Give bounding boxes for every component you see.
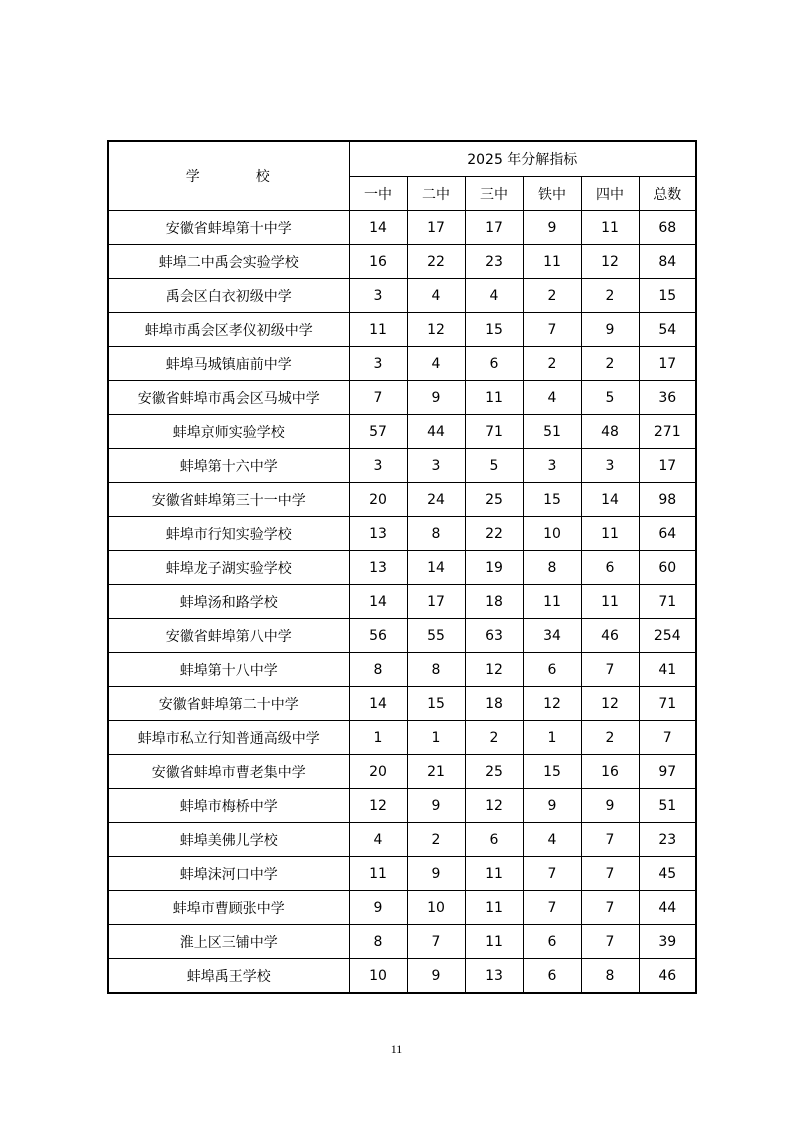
quota-cell: 63 — [465, 619, 523, 653]
quota-cell: 14 — [349, 585, 407, 619]
column-header: 总数 — [639, 177, 696, 211]
quota-cell: 7 — [581, 653, 639, 687]
total-cell: 45 — [639, 857, 696, 891]
school-header-part2: 校 — [255, 169, 272, 185]
header-row-group — [108, 141, 696, 177]
table-row — [108, 313, 696, 347]
school-name-cell: 蚌埠龙子湖实验学校 — [108, 551, 349, 585]
quota-cell: 11 — [465, 381, 523, 415]
quota-cell: 44 — [407, 415, 465, 449]
school-header-part1: 学 — [185, 169, 202, 185]
quota-cell: 7 — [349, 381, 407, 415]
quota-cell: 57 — [349, 415, 407, 449]
school-name-cell: 蚌埠市行知实验学校 — [108, 517, 349, 551]
quota-table — [107, 140, 697, 994]
total-cell: 23 — [639, 823, 696, 857]
quota-cell: 7 — [581, 925, 639, 959]
column-header: 一中 — [349, 177, 407, 211]
quota-cell: 8 — [349, 925, 407, 959]
quota-cell: 11 — [581, 517, 639, 551]
quota-cell: 11 — [523, 585, 581, 619]
quota-cell: 8 — [349, 653, 407, 687]
quota-cell: 10 — [523, 517, 581, 551]
quota-cell: 6 — [465, 823, 523, 857]
school-column-header — [108, 141, 349, 211]
quota-cell: 13 — [349, 551, 407, 585]
table-row — [108, 279, 696, 313]
quota-cell: 8 — [407, 517, 465, 551]
quota-cell: 12 — [581, 687, 639, 721]
quota-cell: 3 — [407, 449, 465, 483]
quota-cell: 11 — [465, 857, 523, 891]
quota-cell: 7 — [523, 857, 581, 891]
quota-cell: 9 — [407, 789, 465, 823]
quota-cell: 9 — [407, 857, 465, 891]
page-number: 11 — [390, 1042, 403, 1056]
school-name-cell: 禹会区白衣初级中学 — [108, 279, 349, 313]
quota-cell: 46 — [581, 619, 639, 653]
quota-cell: 14 — [349, 687, 407, 721]
quota-cell: 20 — [349, 755, 407, 789]
total-cell: 98 — [639, 483, 696, 517]
quota-cell: 2 — [523, 279, 581, 313]
table-row — [108, 653, 696, 687]
total-cell: 254 — [639, 619, 696, 653]
table-row — [108, 483, 696, 517]
quota-cell: 5 — [465, 449, 523, 483]
quota-cell: 1 — [407, 721, 465, 755]
table-row — [108, 211, 696, 245]
quota-cell: 12 — [349, 789, 407, 823]
table-row — [108, 347, 696, 381]
quota-cell: 18 — [465, 585, 523, 619]
total-cell: 39 — [639, 925, 696, 959]
quota-cell: 2 — [581, 279, 639, 313]
table-row — [108, 415, 696, 449]
total-cell: 17 — [639, 449, 696, 483]
total-cell: 54 — [639, 313, 696, 347]
quota-cell: 21 — [407, 755, 465, 789]
school-name-cell: 安徽省蚌埠市禹会区马城中学 — [108, 381, 349, 415]
quota-cell: 11 — [349, 857, 407, 891]
quota-cell: 9 — [523, 789, 581, 823]
quota-cell: 22 — [465, 517, 523, 551]
total-cell: 60 — [639, 551, 696, 585]
school-name-cell: 蚌埠二中禹会实验学校 — [108, 245, 349, 279]
quota-cell: 13 — [349, 517, 407, 551]
school-name-cell: 蚌埠市梅桥中学 — [108, 789, 349, 823]
quota-cell: 2 — [581, 721, 639, 755]
school-name-cell: 蚌埠沫河口中学 — [108, 857, 349, 891]
quota-cell: 15 — [523, 755, 581, 789]
quota-cell: 12 — [465, 653, 523, 687]
quota-cell: 9 — [349, 891, 407, 925]
quota-cell: 6 — [581, 551, 639, 585]
quota-cell: 3 — [581, 449, 639, 483]
quota-cell: 4 — [523, 381, 581, 415]
total-cell: 17 — [639, 347, 696, 381]
school-name-cell: 安徽省蚌埠市曹老集中学 — [108, 755, 349, 789]
quota-cell: 17 — [407, 211, 465, 245]
quota-cell: 8 — [523, 551, 581, 585]
quota-cell: 16 — [349, 245, 407, 279]
quota-cell: 1 — [523, 721, 581, 755]
quota-cell: 9 — [407, 959, 465, 994]
quota-cell: 11 — [465, 925, 523, 959]
quota-cell: 16 — [581, 755, 639, 789]
quota-cell: 15 — [465, 313, 523, 347]
school-name-cell: 蚌埠第十六中学 — [108, 449, 349, 483]
quota-cell: 55 — [407, 619, 465, 653]
quota-group-header: 2025 年分解指标 — [349, 141, 696, 177]
quota-cell: 51 — [523, 415, 581, 449]
quota-cell: 7 — [523, 313, 581, 347]
column-header: 三中 — [465, 177, 523, 211]
quota-cell: 8 — [407, 653, 465, 687]
quota-cell: 7 — [581, 857, 639, 891]
school-name-cell: 蚌埠马城镇庙前中学 — [108, 347, 349, 381]
quota-cell: 6 — [465, 347, 523, 381]
quota-cell: 9 — [581, 789, 639, 823]
quota-cell: 12 — [581, 245, 639, 279]
total-cell: 68 — [639, 211, 696, 245]
school-name-cell: 蚌埠禹王学校 — [108, 959, 349, 994]
quota-cell: 13 — [465, 959, 523, 994]
quota-cell: 22 — [407, 245, 465, 279]
quota-cell: 1 — [349, 721, 407, 755]
table-row — [108, 891, 696, 925]
quota-cell: 8 — [581, 959, 639, 994]
school-name-cell: 蚌埠第十八中学 — [108, 653, 349, 687]
quota-cell: 2 — [581, 347, 639, 381]
quota-cell: 4 — [465, 279, 523, 313]
school-name-cell: 淮上区三铺中学 — [108, 925, 349, 959]
quota-cell: 17 — [465, 211, 523, 245]
table-row — [108, 245, 696, 279]
quota-cell: 71 — [465, 415, 523, 449]
quota-cell: 12 — [465, 789, 523, 823]
quota-cell: 4 — [349, 823, 407, 857]
quota-cell: 11 — [523, 245, 581, 279]
column-header: 四中 — [581, 177, 639, 211]
quota-cell: 7 — [407, 925, 465, 959]
total-cell: 271 — [639, 415, 696, 449]
total-cell: 15 — [639, 279, 696, 313]
quota-cell: 14 — [581, 483, 639, 517]
school-name-cell: 蚌埠汤和路学校 — [108, 585, 349, 619]
quota-cell: 25 — [465, 755, 523, 789]
quota-cell: 3 — [349, 347, 407, 381]
quota-cell: 12 — [523, 687, 581, 721]
table-row — [108, 585, 696, 619]
school-name-cell: 蚌埠美佛儿学校 — [108, 823, 349, 857]
quota-cell: 7 — [523, 891, 581, 925]
quota-cell: 19 — [465, 551, 523, 585]
quota-cell: 9 — [581, 313, 639, 347]
table-header — [108, 141, 696, 211]
total-cell: 71 — [639, 585, 696, 619]
quota-cell: 3 — [349, 449, 407, 483]
total-cell: 41 — [639, 653, 696, 687]
total-cell: 64 — [639, 517, 696, 551]
table-row — [108, 857, 696, 891]
quota-cell: 15 — [407, 687, 465, 721]
quota-cell: 3 — [523, 449, 581, 483]
table-row — [108, 381, 696, 415]
quota-cell: 14 — [407, 551, 465, 585]
quota-cell: 15 — [523, 483, 581, 517]
total-cell: 84 — [639, 245, 696, 279]
quota-cell: 11 — [349, 313, 407, 347]
column-header: 铁中 — [523, 177, 581, 211]
total-cell: 46 — [639, 959, 696, 994]
quota-cell: 20 — [349, 483, 407, 517]
table-row — [108, 959, 696, 994]
column-header: 二中 — [407, 177, 465, 211]
quota-cell: 3 — [349, 279, 407, 313]
quota-cell: 4 — [407, 347, 465, 381]
quota-cell: 12 — [407, 313, 465, 347]
quota-cell: 56 — [349, 619, 407, 653]
school-name-cell: 蚌埠京师实验学校 — [108, 415, 349, 449]
quota-cell: 18 — [465, 687, 523, 721]
quota-cell: 6 — [523, 653, 581, 687]
quota-cell: 6 — [523, 959, 581, 994]
table-row — [108, 517, 696, 551]
table-row — [108, 823, 696, 857]
table-row — [108, 721, 696, 755]
table-row — [108, 925, 696, 959]
quota-cell: 10 — [407, 891, 465, 925]
quota-cell: 2 — [407, 823, 465, 857]
quota-cell: 48 — [581, 415, 639, 449]
quota-cell: 6 — [523, 925, 581, 959]
table-row — [108, 551, 696, 585]
school-name-cell: 安徽省蚌埠第十中学 — [108, 211, 349, 245]
total-cell: 97 — [639, 755, 696, 789]
school-name-cell: 安徽省蚌埠第二十中学 — [108, 687, 349, 721]
quota-cell: 5 — [581, 381, 639, 415]
table-row — [108, 619, 696, 653]
table-row — [108, 789, 696, 823]
school-name-cell: 安徽省蚌埠第八中学 — [108, 619, 349, 653]
quota-cell: 4 — [523, 823, 581, 857]
school-name-cell: 蚌埠市曹顾张中学 — [108, 891, 349, 925]
quota-cell: 9 — [407, 381, 465, 415]
quota-cell: 24 — [407, 483, 465, 517]
quota-cell: 34 — [523, 619, 581, 653]
quota-cell: 23 — [465, 245, 523, 279]
quota-cell: 10 — [349, 959, 407, 994]
quota-cell: 9 — [523, 211, 581, 245]
table-body — [108, 211, 696, 994]
quota-cell: 2 — [465, 721, 523, 755]
total-cell: 7 — [639, 721, 696, 755]
quota-cell: 25 — [465, 483, 523, 517]
quota-cell: 17 — [407, 585, 465, 619]
school-name-cell: 蚌埠市禹会区孝仪初级中学 — [108, 313, 349, 347]
quota-cell: 11 — [581, 211, 639, 245]
quota-cell: 11 — [581, 585, 639, 619]
total-cell: 44 — [639, 891, 696, 925]
quota-cell: 11 — [465, 891, 523, 925]
school-name-cell: 安徽省蚌埠第三十一中学 — [108, 483, 349, 517]
total-cell: 71 — [639, 687, 696, 721]
total-cell: 36 — [639, 381, 696, 415]
total-cell: 51 — [639, 789, 696, 823]
table-row — [108, 687, 696, 721]
school-name-cell: 蚌埠市私立行知普通高级中学 — [108, 721, 349, 755]
quota-cell: 2 — [523, 347, 581, 381]
table-row — [108, 755, 696, 789]
quota-cell: 4 — [407, 279, 465, 313]
quota-cell: 7 — [581, 891, 639, 925]
table-row — [108, 449, 696, 483]
quota-cell: 14 — [349, 211, 407, 245]
quota-cell: 7 — [581, 823, 639, 857]
